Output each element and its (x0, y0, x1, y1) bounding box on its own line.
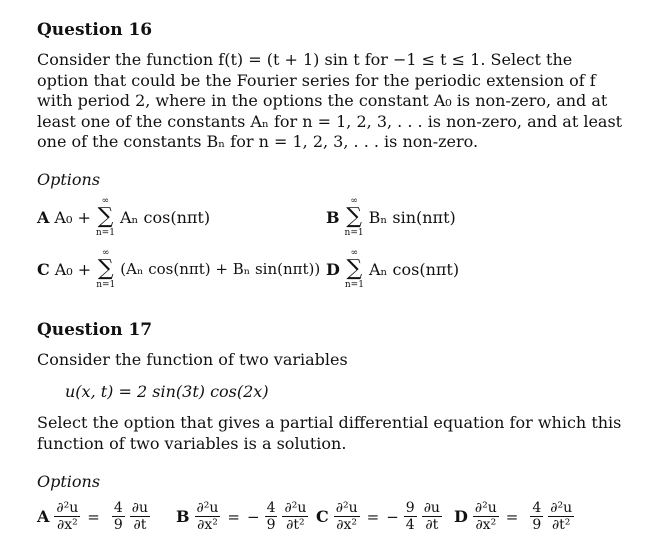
lhs-fraction (195, 500, 221, 533)
option-a-label: A (37, 507, 50, 526)
rhs-denominator: ∂t (133, 517, 147, 533)
rhs-fraction (130, 500, 150, 533)
option-a-body: Aₙ cos(nπt) (119, 207, 211, 227)
sigma-icon: ∑ (346, 256, 363, 281)
lhs-denominator: ∂x² (197, 517, 218, 533)
sign: − (246, 507, 260, 526)
rhs-denominator: ∂t (425, 517, 439, 533)
option-b-label: B (326, 207, 340, 227)
option-c-pre: A₀ + (54, 259, 92, 279)
option-c-label: C (37, 259, 50, 279)
lhs-numerator: ∂²u (56, 500, 79, 516)
lhs-denominator: ∂x² (56, 517, 78, 533)
rhs-denominator: ∂t² (286, 517, 305, 533)
rhs-fraction (548, 500, 574, 533)
coef-denominator: 4 (405, 517, 415, 533)
equals-sign: = (227, 507, 240, 526)
option-d-label: D (326, 259, 340, 279)
q16-line-3: with period 2, where in the options the constant A₀ is non-zero, and at (37, 91, 608, 110)
q16-line-4: least one of the constants Aₙ for n = 1, 2, 3, . . . is non-zero, and at least (37, 111, 623, 131)
sigma-icon: ∑ (97, 256, 114, 281)
q16-option-d[interactable] (326, 248, 459, 290)
q16-option-a[interactable] (37, 196, 210, 238)
q17-option-d[interactable] (454, 500, 574, 533)
rhs-numerator: ∂²u (550, 500, 573, 516)
q17-option-a[interactable] (37, 500, 150, 533)
q17-line-2: function of two variables is a solution. (37, 433, 347, 453)
lhs-denominator: ∂x² (336, 517, 358, 533)
sum-upper-limit: ∞ (101, 248, 110, 258)
q16-options-heading: Options (37, 170, 101, 189)
lhs-denominator: ∂x² (475, 517, 497, 533)
q17-equation: u(x, t) = 2 sin(3t) cos(2x) (65, 382, 269, 401)
coef-numerator: 4 (113, 500, 123, 516)
sum-symbol (96, 248, 115, 290)
sum-lower-limit: n=1 (95, 228, 115, 238)
lhs-numerator: ∂²u (335, 500, 358, 516)
coefficient-fraction (265, 500, 278, 533)
sum-symbol (345, 248, 364, 290)
option-c-body: (Aₙ cos(nπt) + Bₙ sin(nπt)) (120, 260, 321, 278)
lhs-fraction (54, 500, 80, 533)
coef-numerator: 4 (532, 500, 542, 516)
q17-intro: Consider the function of two variables (37, 350, 348, 369)
option-c-label: C (316, 507, 329, 526)
q16-option-c[interactable] (37, 248, 320, 290)
coef-numerator: 9 (405, 500, 415, 516)
equals-sign: = (366, 507, 380, 526)
coefficient-fraction (404, 500, 417, 533)
sum-lower-limit: n=1 (344, 228, 364, 238)
sum-upper-limit: ∞ (350, 196, 358, 206)
option-b-body: Bₙ sin(nπt) (368, 207, 456, 227)
rhs-numerator: ∂²u (284, 500, 307, 516)
q17-heading: Question 17 (37, 320, 153, 340)
q17-option-c[interactable] (316, 500, 442, 533)
sum-symbol (345, 196, 364, 238)
q16-heading: Question 16 (37, 20, 153, 40)
option-a-pre: A₀ + (54, 207, 91, 227)
q17-text (37, 413, 637, 454)
coef-denominator: 9 (532, 517, 542, 533)
lhs-numerator: ∂²u (474, 500, 497, 516)
q17-line-1: Select the option that gives a partial differential equation for which this (37, 413, 622, 432)
coef-numerator: 4 (266, 500, 276, 516)
q16-line-5: one of the constants Bₙ for n = 1, 2, 3, . . . is non-zero. (37, 132, 479, 151)
option-d-body: Aₙ cos(nπt) (368, 259, 460, 279)
sum-upper-limit: ∞ (101, 196, 110, 206)
q16-line-2: option that could be the Fourier series for the periodic extension of f (37, 70, 596, 90)
q16-line-1: Consider the function f(t) = (t + 1) sin t for −1 ≤ t ≤ 1. Select the (37, 50, 573, 69)
sum-upper-limit: ∞ (350, 248, 359, 258)
option-d-label: D (454, 507, 468, 526)
equals-sign: = (87, 507, 100, 526)
rhs-numerator: ∂u (423, 500, 440, 516)
coefficient-fraction (530, 500, 543, 533)
lhs-fraction (473, 500, 499, 533)
sign: − (386, 507, 399, 526)
q17-option-b[interactable] (176, 500, 308, 533)
lhs-fraction (334, 500, 360, 533)
q17-options-heading: Options (37, 472, 101, 491)
rhs-denominator: ∂t² (551, 517, 571, 533)
sigma-icon: ∑ (346, 204, 362, 229)
lhs-numerator: ∂²u (196, 500, 219, 516)
rhs-numerator: ∂u (131, 500, 149, 516)
option-b-label: B (176, 507, 190, 526)
q16-option-b[interactable] (326, 196, 456, 238)
coefficient-fraction (112, 500, 125, 533)
rhs-fraction (282, 500, 308, 533)
q16-text (37, 50, 637, 153)
coef-denominator: 9 (266, 517, 276, 533)
sum-symbol (96, 196, 115, 238)
equals-sign: = (505, 507, 519, 526)
sum-lower-limit: n=1 (344, 280, 364, 290)
rhs-fraction (422, 500, 442, 533)
option-a-label: A (37, 207, 50, 227)
coef-denominator: 9 (113, 517, 123, 533)
sigma-icon: ∑ (97, 204, 114, 229)
sum-lower-limit: n=1 (96, 280, 116, 290)
